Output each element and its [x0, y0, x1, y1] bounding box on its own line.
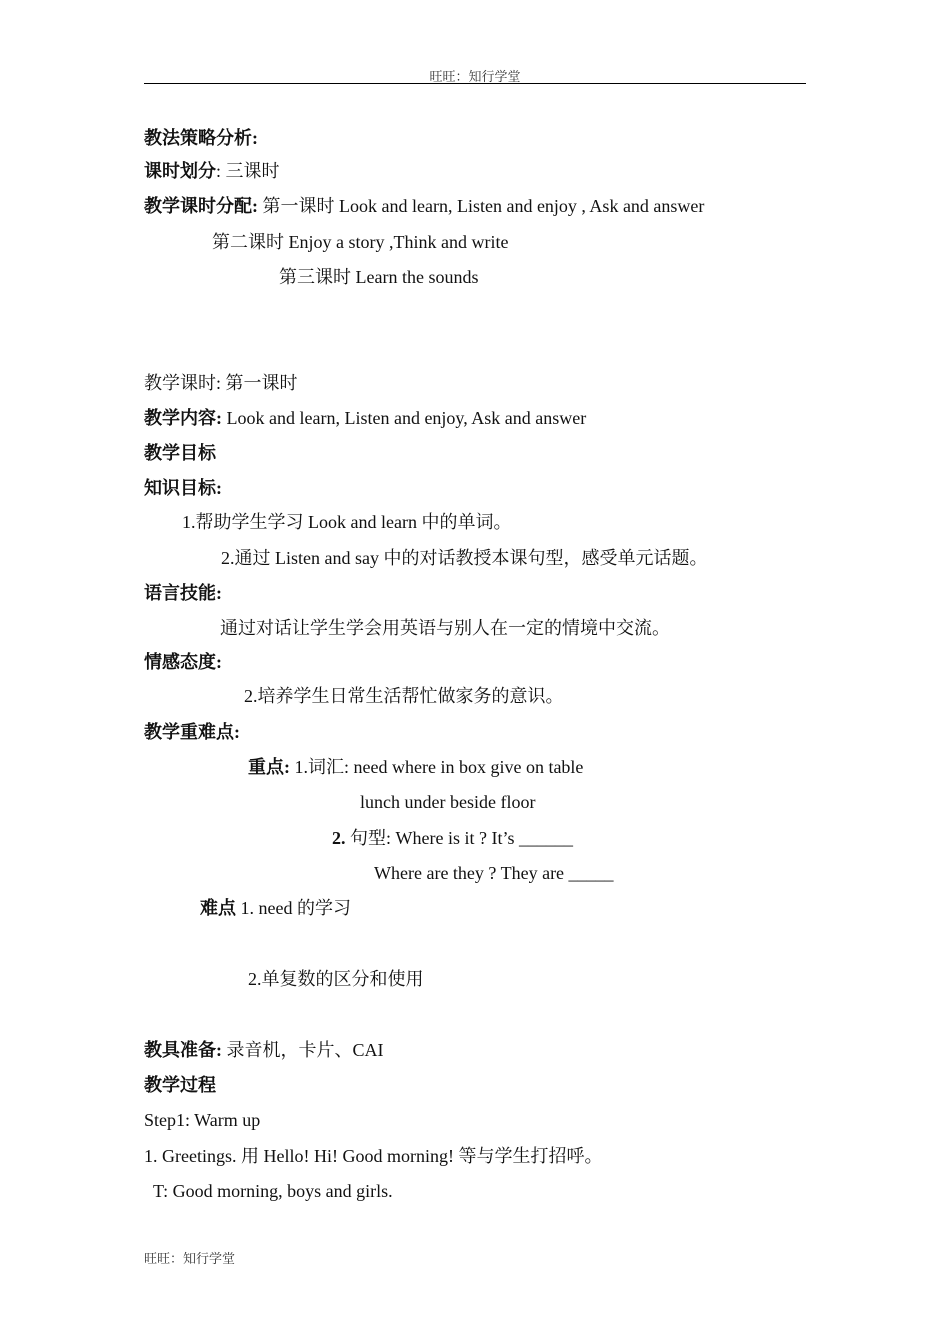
step1-line: Step1: Warm up	[144, 1110, 261, 1130]
tools-line	[144, 1039, 384, 1061]
tools-label: 教具准备:	[144, 1040, 222, 1060]
period-label: 课时划分	[144, 161, 216, 181]
tools-value: 录音机，卡片、CAI	[222, 1040, 384, 1060]
knowledge-item-2: 2.通过 Listen and say 中的对话教授本课句型，感受单元话题。	[221, 548, 708, 568]
key-vocab-line2: lunch under beside floor	[360, 792, 536, 812]
page-header: 旺旺：知行学堂	[429, 69, 521, 84]
knowledge-item-1: 1.帮助学生学习 Look and learn 中的单词。	[182, 512, 512, 532]
skills-heading: 语言技能:	[144, 583, 222, 603]
key-sentence-number: 2.	[332, 828, 346, 848]
attitude-heading: 情感态度:	[144, 652, 222, 672]
key-sentence-line	[332, 827, 573, 849]
alloc-line2: 第二课时 Enjoy a story ,Think and write	[212, 232, 509, 252]
key-vocab: 1.词汇: need where in box give on table	[290, 757, 584, 777]
page-footer: 旺旺：知行学堂	[144, 1251, 236, 1266]
key-label: 重点:	[248, 757, 290, 777]
difficulty-item-1: 1. need 的学习	[236, 898, 351, 918]
alloc-line1: 第一课时 Look and learn, Listen and enjoy , Ask and answer	[258, 196, 705, 216]
difficulty-item-2: 2.单复数的区分和使用	[248, 969, 424, 989]
difficulty-label: 难点	[200, 898, 236, 918]
period-value: 三课时	[225, 161, 280, 181]
period-line	[144, 160, 280, 182]
key-sentence: 句型: Where is it ? It’s ______	[345, 828, 573, 848]
key-sentence-line2: Where are they ? They are _____	[374, 863, 614, 883]
goals-heading: 教学目标	[144, 443, 216, 463]
attitude-item-1: 2.培养学生日常生活帮忙做家务的意识。	[244, 686, 564, 706]
alloc-line3: 第三课时 Learn the sounds	[279, 267, 479, 287]
greetings-line: 1. Greetings. 用 Hello! Hi! Good morning! 等与学生打招呼。	[144, 1146, 603, 1166]
alloc-label: 教学课时分配:	[144, 196, 258, 216]
skills-item-1: 通过对话让学生学会用英语与别人在一定的情境中交流。	[220, 618, 670, 638]
process-heading: 教学过程	[144, 1075, 216, 1095]
difficulty-line	[200, 897, 351, 919]
key-heading: 教学重难点:	[144, 722, 240, 742]
alloc-line	[144, 195, 704, 217]
strategy-heading: 教法策略分析:	[144, 128, 258, 148]
header-divider	[144, 83, 806, 84]
teacher-greeting-line: T: Good morning, boys and girls.	[153, 1181, 393, 1201]
period-sep: :	[216, 161, 226, 181]
content-label: 教学内容:	[144, 408, 222, 428]
content-line	[144, 407, 586, 429]
key-vocab-line	[248, 756, 583, 778]
lesson-line: 教学课时: 第一课时	[144, 373, 298, 393]
knowledge-heading: 知识目标:	[144, 478, 222, 498]
content-value: Look and learn, Listen and enjoy, Ask and answer	[222, 408, 587, 428]
